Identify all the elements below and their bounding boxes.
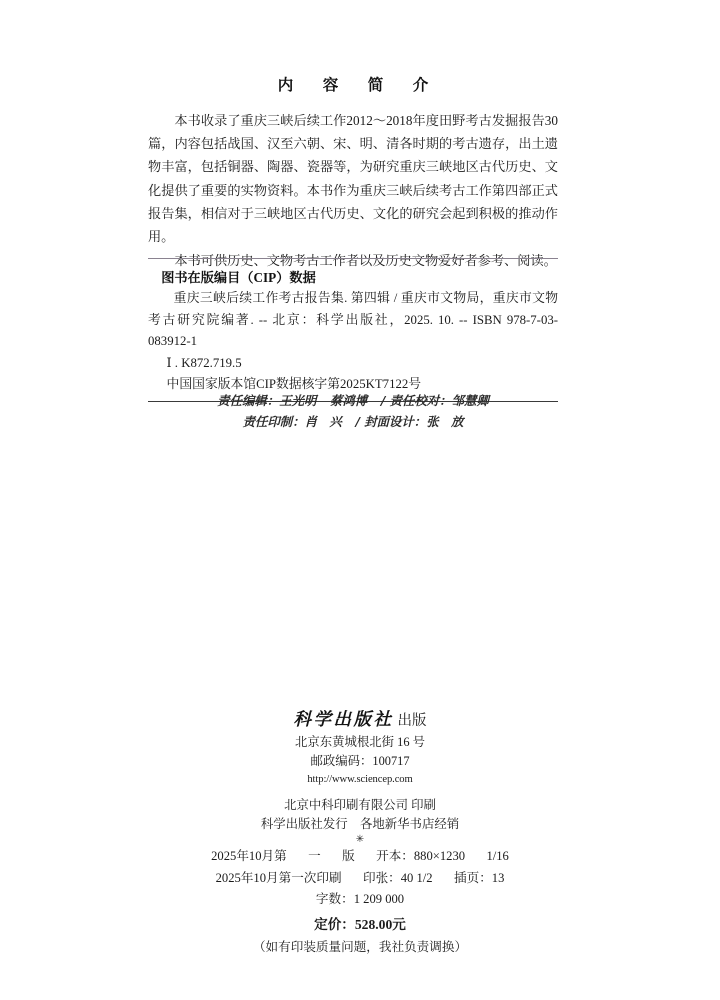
science-press-logo: 科学出版社 bbox=[293, 710, 394, 730]
publisher-postcode: 邮政编码：100717 bbox=[310, 753, 410, 768]
printing-company: 北京中科印刷有限公司 印刷 bbox=[284, 798, 436, 813]
responsible-editor-2: 蔡鸿博 bbox=[329, 393, 368, 408]
summary-heading: 内 容 简 介 bbox=[277, 77, 436, 94]
distribution-line: 科学出版社发行 各地新华书店经销 bbox=[260, 816, 460, 831]
print-sheets: 印张：40 1/2 bbox=[362, 870, 433, 885]
asterisk-separator-icon: ✳ bbox=[355, 834, 365, 846]
responsible-printing: 肖 兴 bbox=[304, 414, 342, 429]
cip-bibliographic-record: 重庆三峡后续工作考古报告集. 第四辑 / 重庆市文物局，重庆市文物考古研究院编著. -- 北京：科学出版社，2025. 10. -- ISBN 978-7-03-083912-1 bbox=[148, 291, 558, 348]
edition-date: 2025年10月第 bbox=[211, 849, 287, 864]
edition-spec-line bbox=[110, 846, 610, 868]
publisher-line bbox=[110, 708, 610, 733]
cip-top-rule bbox=[148, 258, 558, 259]
cip-heading: 图书在版编目（CIP）数据 bbox=[161, 270, 316, 285]
cover-designer: 张 放 bbox=[426, 414, 464, 429]
printing-date: 2025年10月第一次印刷 bbox=[215, 870, 342, 885]
insert-pages: 插页：13 bbox=[454, 870, 505, 885]
cover-designer-label: / 封面设计： bbox=[355, 414, 427, 429]
book-format: 开本：880×1230 bbox=[376, 849, 466, 864]
cip-registry-number: 中国国家版本馆CIP数据核字第2025KT7122号 bbox=[166, 377, 422, 391]
responsible-proofreader-label: / 责任校对： bbox=[380, 393, 452, 408]
format-ratio: 1/16 bbox=[486, 849, 509, 864]
word-count: 字数：1 209 000 bbox=[315, 892, 405, 907]
edition-number: 一 bbox=[308, 849, 321, 864]
responsible-editor-1: 王光明 bbox=[279, 393, 317, 408]
summary-paragraph-2: 本书可供历史、文物考古工作者以及历史文物爱好者参考、阅读。 bbox=[174, 253, 557, 269]
summary-paragraph-1: 本书收录了重庆三峡后续工作2012～2018年度田野考古发掘报告30篇，内容包括战国、汉至六朝、宋、明、清各时期的考古遗存，出土遗物丰富，包括铜器、陶器、瓷器等，为研究重庆三峡地区古代历史、文化提供了重要的实物资料。本书作为重庆三峡后续考古工作第四部正式报告集，相信对于三峡地区古代历史、文化的研究会起到积极的推动作用。 bbox=[148, 113, 558, 245]
imprint-colophon-section bbox=[110, 708, 610, 958]
responsible-printing-label: 责任印制： bbox=[242, 414, 305, 429]
edition-word: 版 bbox=[342, 849, 355, 864]
publisher-suffix: 出版 bbox=[397, 713, 427, 729]
quality-guarantee-notice: （如有印装质量问题，我社负责调换） bbox=[252, 939, 468, 954]
printing-spec-line bbox=[110, 868, 610, 890]
cip-data-section bbox=[148, 258, 558, 402]
publisher-website[interactable]: http://www.sciencep.com bbox=[307, 774, 413, 786]
credits-line-editor bbox=[148, 390, 558, 411]
book-price: 定价：528.00元 bbox=[314, 916, 406, 932]
publisher-address: 北京东黄城根北街 16 号 bbox=[294, 735, 426, 749]
content-summary-section bbox=[148, 72, 558, 272]
responsible-editor-label: 责任编辑： bbox=[217, 393, 280, 408]
imprint-spacer bbox=[110, 789, 610, 796]
production-credits-section bbox=[148, 390, 558, 432]
responsible-proofreader: 邹慧卿 bbox=[451, 393, 489, 408]
credits-line-printing bbox=[148, 411, 558, 432]
cip-classification-number: Ⅰ . K872.719.5 bbox=[166, 355, 242, 370]
